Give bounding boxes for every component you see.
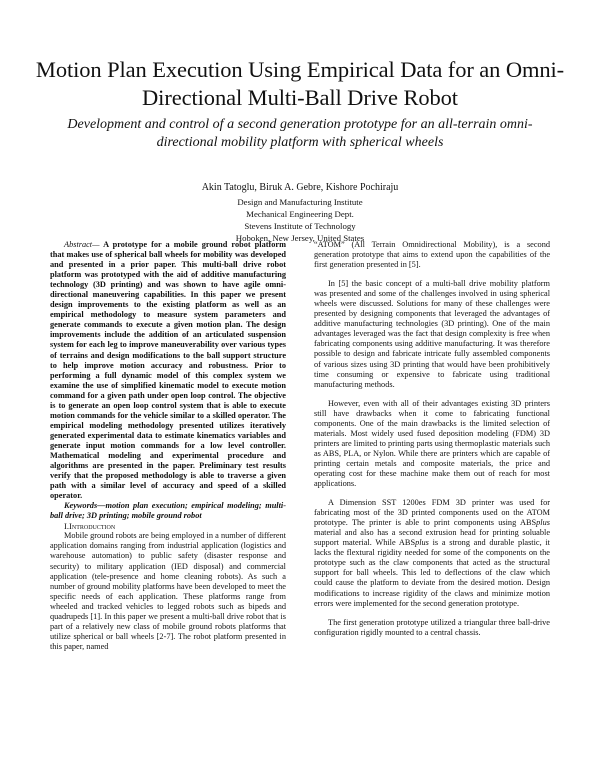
abstract-text: A prototype for a mobile ground robot platform that makes use of spherical ball wheels for mobility was developed and presented in a prior paper. This multi-ball drive robot platform was prototyped with the aid of additive manufacturing technology (3D printing) and was shown to have agile omni-directional maneuvering capabilities. In this paper we present design improvements to the existing platform as well as an empirical methodology to measure system parameters and generate commands to execute a given motion plan. The design improvements include the addition of an articulated suspension system for each leg to improve maneuverability over various types of terrains and design modifications to the ball support structure to help improve motion accuracy and robustness. Prior to performing a full dynamic model of this complex system we examine the use of simplified kinematic model to execute motion command for a given path under open loop control. The objective is to generate an open loop control system that is able to execute motion commands for the vehicle similar to a skilled operator. The empirical modeling methodology presented utilizes iteratively generated experimental data to estimate kinematics variables and generate input motion commands for a low level controller. Mathematical modeling and experimental procedure and algorithms are presented in the paper. Preliminary test results verify that the proposed methodology is able to traverse a given path with a similar level of accuracy and speed of a skilled operator. [50,240,286,501]
paragraph: However, even with all of their advantages existing 3D printers still have drawbacks when it come to fabricating functional components. One of the main drawbacks is the limited selection of materials. Most widely used fused deposition modeling (FDM) 3D printers are limited to printing parts using thermoplastic materials such as ABS, PLA, or Nylon. While there are printers which are capable of printing certain metals and composite materials, the price and operating cost for these machine make them out of reach for most applications. [314,398,550,489]
keywords: Keywords—motion plan execution; empirical modeling; multi-ball drive; 3D printing; mobile ground robot [50,501,286,521]
section-heading [50,521,286,531]
paper-title: Motion Plan Execution Using Empirical Data for an Omni-Directional Multi-Ball Drive Robot [35,57,565,110]
section-number: I. [64,521,70,532]
abstract [50,240,286,501]
italic-run: plus [415,538,429,548]
text-run: material and also has a second extrusion head for printing soluable support material. While ABS [314,528,550,548]
paragraph: “ATOM” (All Terrain Omnidirectional Mobility), is a second generation prototype that aims to extend upon the capabilities of the first generation presented in [5]. [314,240,550,270]
right-column [314,240,550,638]
affiliation-block [40,196,560,244]
paragraph: The first generation prototype utilized a triangular three ball-drive configuration rigidly mounted to a central chassis. [314,617,550,637]
affiliation-line: Design and Manufacturing Institute [237,197,363,207]
affiliation-line: Mechanical Engineering Dept. [246,209,354,219]
text-run: A Dimension SST 1200es FDM 3D printer was used for fabricating most of the 3D printed components used on the ATOM prototype. The printer is able to print components using ABS [314,498,550,528]
paragraph: Mobile ground robots are being employed in a number of different application domains ranging from industrial application (logistics and warehouse automation) to public safety (disaster response and security) to military application (IED disposal) and commercial application (tele-presence and home cleaning robots). As such a number of ground mobility platforms have been developed to meet the specific needs of each application. These platforms range from wheeled and tracked vehicles to legged robots such as bipeds and quadrupeds [1]. In this paper we present a multi-ball drive robot that is part of a relatively new class of mobile ground robots platforms that utilize spherical or ball wheels [2-7]. The robot platform presented in this paper, named [50,531,286,651]
section-title: Introduction [69,521,116,532]
abstract-lead: Abstract— [64,240,100,249]
text-run: is a strong and durable plastic, it lacks the flextural rigidity needed for some of the components on the prototype such as the claw components that acted as the structural support for ball wheels. This led to deflections of the claw which could cause the platform to deviate from the desired motion. Design modifications to increase rigidity of the claws and minimize motion errors were implemented for the second generation prototype. [314,538,550,608]
left-column [50,240,286,652]
author-list: Akin Tatoglu, Biruk A. Gebre, Kishore Pochiraju [201,182,399,193]
affiliation-line: Hoboken, New Jersey, United States [235,233,365,243]
affiliation-line: Stevens Institute of Technology [244,221,356,231]
paragraph [314,498,550,609]
paragraph: In [5] the basic concept of a multi-ball drive mobility platform was presented and some of the challenges involved in using spherical wheels were discussed. Solutions for many of these challenges were presented by designing components that leveraged the advantages of additive manufacturing technologies (3D printing). One of the main advantages leveraged was the fact that design complexity is free when fabricating components using additive manufacturing. It was therefore possible to design and fabricate intricate fully assembled components of various sizes using 3D printing that would have been prohibitively time consuming or expensive to fabricate using traditional manufacturing methods. [314,279,550,389]
paper-subtitle: Development and control of a second generation prototype for an all-terrain omni-directional mobility platform with spherical wheels [67,117,533,150]
italic-run: plus [536,518,550,528]
